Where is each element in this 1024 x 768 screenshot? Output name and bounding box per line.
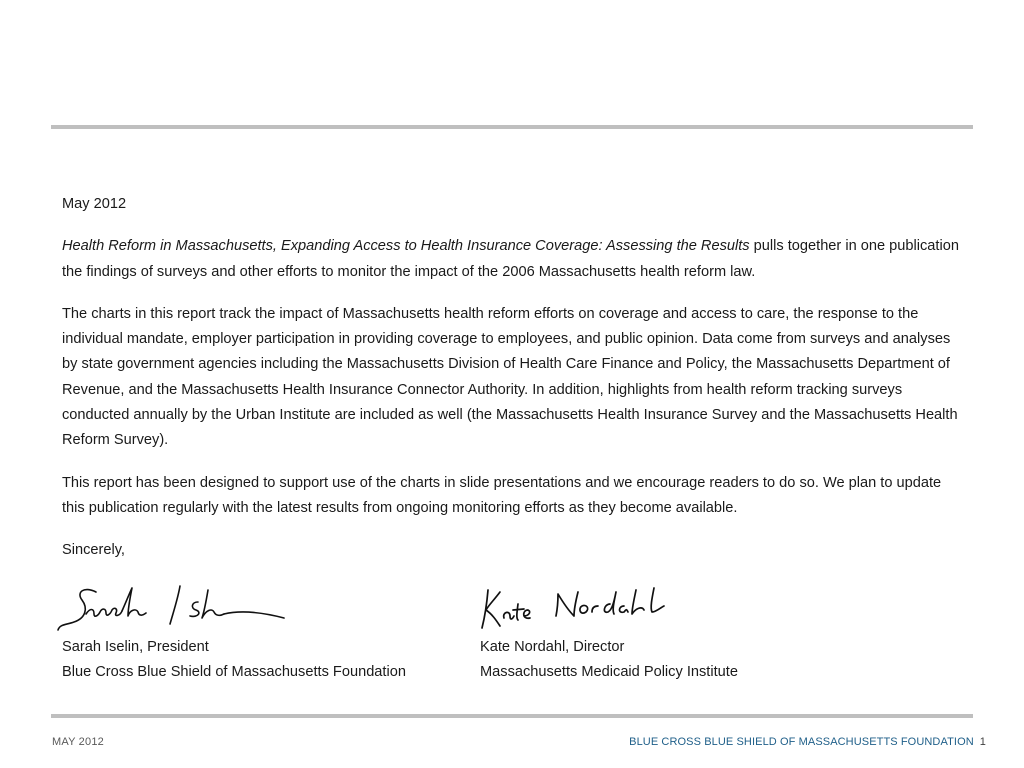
footer-org-name: BLUE CROSS BLUE SHIELD OF MASSACHUSETTS FOUNDATION [629, 736, 974, 748]
report-title: Health Reform in Massachusetts, Expanding Access to Health Insurance Coverage: Assessing the Results [62, 238, 750, 255]
page-number: 1 [979, 736, 986, 748]
signer-organization: Massachusetts Medicaid Policy Institute [480, 664, 738, 681]
paragraph-2: The charts in this report track the impact of Massachusetts health reform efforts on coverage and access to care, the response to the individual mandate, employer participation in providing coverage to employees, and public opinion. Data come from surveys and analyses by state government agencies including the Massachusetts Division of Health Care Finance and Policy, the Massachusetts Department of Revenue, and the Massachusetts Health Insurance Connector Authority. In addition, highlights from health reform tracking surveys conducted annually by the Urban Institute are included as well (the Massachusetts Health Insurance Survey and the Massachusetts Health Reform Survey). [62, 305, 958, 449]
signer-organization: Blue Cross Blue Shield of Massachusetts Foundation [62, 664, 406, 681]
signature-kate-nordahl [478, 582, 668, 634]
signer-block-left [62, 635, 406, 686]
paragraph-3: This report has been designed to support use of the charts in slide presentations and we encourage readers to do so. We plan to update this publication regularly with the latest results from ongoing monitoring efforts as they become available. [62, 474, 942, 516]
footer-date: MAY 2012 [52, 736, 104, 748]
footer-organization [629, 736, 986, 748]
signer-name-title: Sarah Iselin, President [62, 639, 209, 655]
signature-sarah-iselin [56, 580, 288, 634]
signer-block-right [480, 635, 738, 686]
top-rule [51, 125, 973, 129]
paragraph-1-text: pulls together in one publication the findings of surveys and other efforts to monitor the impact of the 2006 Massachusetts health reform law. [62, 238, 959, 280]
letter-body [62, 192, 964, 564]
bottom-rule [51, 714, 973, 718]
signer-name-title: Kate Nordahl, Director [480, 639, 625, 655]
closing: Sincerely, [62, 542, 125, 559]
paragraph-1 [62, 234, 964, 285]
letter-date: May 2012 [62, 196, 127, 212]
